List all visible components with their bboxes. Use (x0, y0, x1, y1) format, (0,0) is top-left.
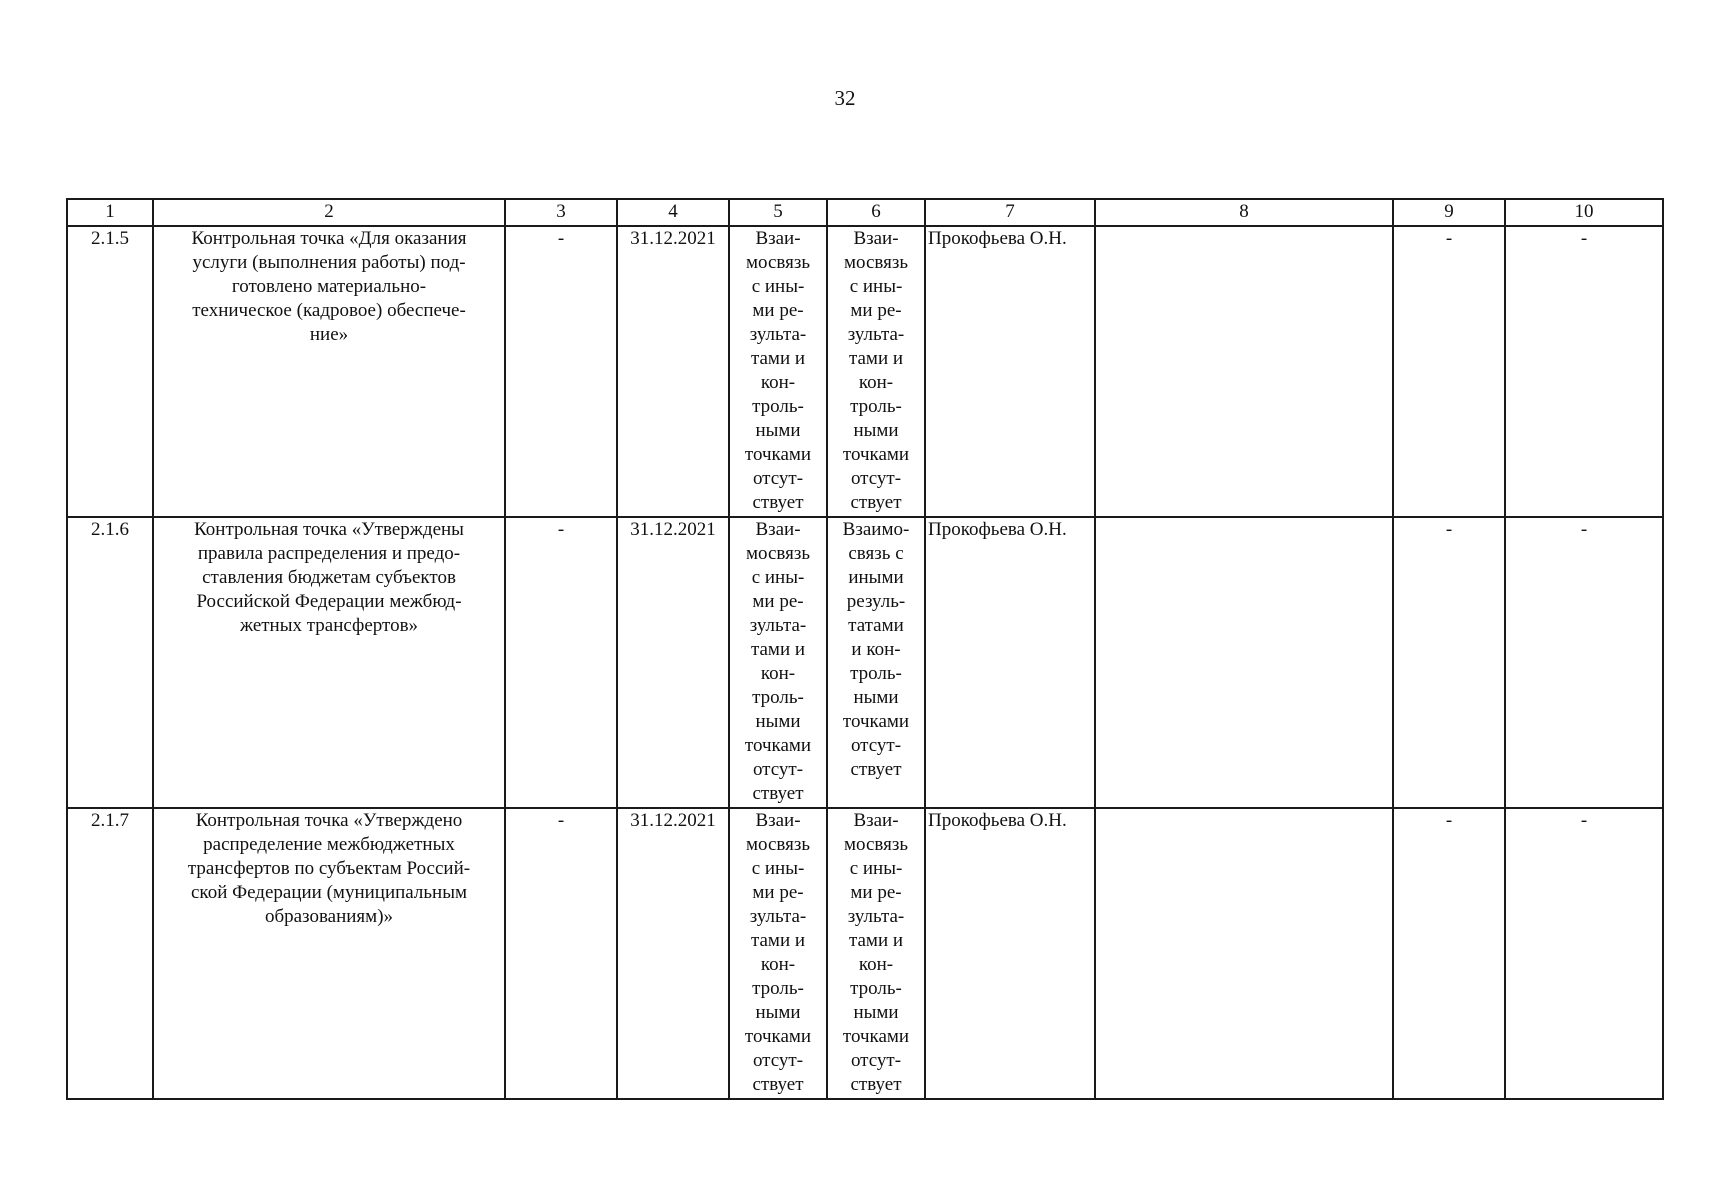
column-header: 1 (67, 199, 153, 226)
control-point-name-line: техническое (кадровое) обеспече- (192, 300, 466, 321)
relation-col6-line: ными (853, 1002, 899, 1023)
control-point-name-line: Контрольная точка «Для оказания (191, 228, 467, 249)
relation-col6-line: татами (848, 615, 904, 636)
col9-value: - (1393, 517, 1505, 808)
relation-col5-line: Взаи- (755, 519, 801, 540)
relation-col5-line: ствует (752, 783, 804, 804)
table-row (67, 226, 1663, 517)
col10-value: - (1505, 808, 1663, 1099)
relation-col5-line: мосвязь (745, 252, 811, 273)
control-point-name-line: Контрольная точка «Утверждено (195, 810, 463, 831)
control-point-name-line: ской Федерации (муниципальным (191, 882, 467, 903)
relation-col6-line: точками (842, 444, 910, 465)
relation-col5 (729, 808, 827, 1099)
relation-col5-line: троль- (752, 978, 804, 999)
relation-col6-line: резуль- (846, 591, 906, 612)
relation-col6-line: и кон- (851, 639, 901, 660)
relation-col5-line: ными (755, 1002, 801, 1023)
relation-col6-line: с ины- (849, 276, 903, 297)
relation-col6 (827, 226, 925, 517)
col10-value: - (1505, 226, 1663, 517)
relation-col5-line: ми ре- (752, 882, 804, 903)
relation-col5-line: ными (755, 420, 801, 441)
column-header: 6 (827, 199, 925, 226)
relation-col6-line: троль- (850, 978, 902, 999)
column-header: 10 (1505, 199, 1663, 226)
table-row (67, 808, 1663, 1099)
relation-col5-line: кон- (760, 663, 796, 684)
control-point-name-line: Контрольная точка «Утверждены (194, 519, 464, 540)
relation-col5-line: ствует (752, 492, 804, 513)
relation-col6-line: троль- (850, 396, 902, 417)
relation-col5-line: мосвязь (745, 834, 811, 855)
relation-col5-line: тами и (750, 930, 806, 951)
relation-col6-line: отсут- (850, 735, 902, 756)
relation-col5 (729, 226, 827, 517)
col3-value: - (505, 808, 617, 1099)
relation-col6-line: кон- (858, 372, 894, 393)
column-number-row (67, 199, 1663, 226)
col9-value: - (1393, 808, 1505, 1099)
col3-value: - (505, 517, 617, 808)
relation-col5-line: отсут- (752, 468, 804, 489)
col8-value (1095, 808, 1393, 1099)
relation-col5-line: с ины- (751, 858, 805, 879)
relation-col5-line: ми ре- (752, 300, 804, 321)
relation-col6-line: иными (848, 567, 904, 588)
deadline-date: 31.12.2021 (617, 226, 729, 517)
relation-col5-line: зульта- (749, 324, 807, 345)
page-number: 32 (834, 86, 856, 110)
relation-col6-line: Взаи- (853, 810, 899, 831)
relation-col6-line: мосвязь (843, 252, 909, 273)
relation-col5-line: отсут- (752, 759, 804, 780)
col9-value: - (1393, 226, 1505, 517)
responsible-person: Прокофьева О.Н. (925, 808, 1095, 1099)
relation-col5-line: ными (755, 711, 801, 732)
relation-col5-line: тами и (750, 639, 806, 660)
control-points-table (66, 198, 1664, 1100)
relation-col5-line: точками (744, 735, 812, 756)
relation-col5-line: Взаи- (755, 810, 801, 831)
deadline-date: 31.12.2021 (617, 808, 729, 1099)
control-point-name (153, 517, 505, 808)
relation-col6-line: с ины- (849, 858, 903, 879)
column-header: 7 (925, 199, 1095, 226)
relation-col5-line: троль- (752, 396, 804, 417)
relation-col6-line: точками (842, 1026, 910, 1047)
control-point-name-line: распределение межбюджетных (203, 834, 455, 855)
relation-col5-line: троль- (752, 687, 804, 708)
control-point-name-line: готовлено материально- (231, 276, 427, 297)
relation-col5-line: с ины- (751, 276, 805, 297)
relation-col6-line: зульта- (847, 906, 905, 927)
relation-col6 (827, 517, 925, 808)
control-point-name-line: образованиям)» (264, 906, 394, 927)
relation-col6-line: Взаи- (853, 228, 899, 249)
relation-col6 (827, 808, 925, 1099)
relation-col6-line: отсут- (850, 468, 902, 489)
deadline-date: 31.12.2021 (617, 517, 729, 808)
relation-col5-line: тами и (750, 348, 806, 369)
relation-col5 (729, 517, 827, 808)
row-number: 2.1.5 (67, 226, 153, 517)
relation-col5-line: с ины- (751, 567, 805, 588)
control-point-name-line: трансфертов по субъектам Россий- (187, 858, 471, 879)
col8-value (1095, 226, 1393, 517)
control-point-name-line: правила распределения и предо- (197, 543, 461, 564)
relation-col6-line: троль- (850, 663, 902, 684)
relation-col6-line: отсут- (850, 1050, 902, 1071)
relation-col5-line: зульта- (749, 906, 807, 927)
column-header: 8 (1095, 199, 1393, 226)
control-point-name-line: Российской Федерации межбюд- (196, 591, 462, 612)
column-header: 5 (729, 199, 827, 226)
column-header: 3 (505, 199, 617, 226)
relation-col5-line: точками (744, 1026, 812, 1047)
relation-col6-line: ствует (850, 492, 902, 513)
table-row (67, 517, 1663, 808)
relation-col6-line: связь с (848, 543, 904, 564)
relation-col5-line: кон- (760, 372, 796, 393)
control-point-name-line: ние» (309, 324, 349, 345)
relation-col6-line: ствует (850, 759, 902, 780)
column-header: 9 (1393, 199, 1505, 226)
relation-col5-line: Взаи- (755, 228, 801, 249)
relation-col6-line: тами и (848, 930, 904, 951)
relation-col5-line: ми ре- (752, 591, 804, 612)
relation-col6-line: точками (842, 711, 910, 732)
column-header: 4 (617, 199, 729, 226)
relation-col6-line: ными (853, 420, 899, 441)
control-point-name (153, 226, 505, 517)
responsible-person: Прокофьева О.Н. (925, 226, 1095, 517)
control-point-name-line: услуги (выполнения работы) под- (192, 252, 466, 273)
relation-col5-line: зульта- (749, 615, 807, 636)
control-point-name-line: жетных трансфертов» (239, 615, 419, 636)
relation-col5-line: кон- (760, 954, 796, 975)
column-header: 2 (153, 199, 505, 226)
relation-col5-line: мосвязь (745, 543, 811, 564)
col8-value (1095, 517, 1393, 808)
relation-col6-line: зульта- (847, 324, 905, 345)
col10-value: - (1505, 517, 1663, 808)
responsible-person: Прокофьева О.Н. (925, 517, 1095, 808)
control-point-name (153, 808, 505, 1099)
col3-value: - (505, 226, 617, 517)
relation-col5-line: точками (744, 444, 812, 465)
relation-col6-line: Взаимо- (842, 519, 910, 540)
relation-col6-line: ствует (850, 1074, 902, 1095)
relation-col6-line: мосвязь (843, 834, 909, 855)
row-number: 2.1.6 (67, 517, 153, 808)
relation-col6-line: ми ре- (850, 300, 902, 321)
relation-col6-line: кон- (858, 954, 894, 975)
row-number: 2.1.7 (67, 808, 153, 1099)
relation-col5-line: ствует (752, 1074, 804, 1095)
relation-col6-line: тами и (848, 348, 904, 369)
relation-col6-line: ными (853, 687, 899, 708)
relation-col5-line: отсут- (752, 1050, 804, 1071)
relation-col6-line: ми ре- (850, 882, 902, 903)
control-point-name-line: ставления бюджетам субъектов (202, 567, 456, 588)
